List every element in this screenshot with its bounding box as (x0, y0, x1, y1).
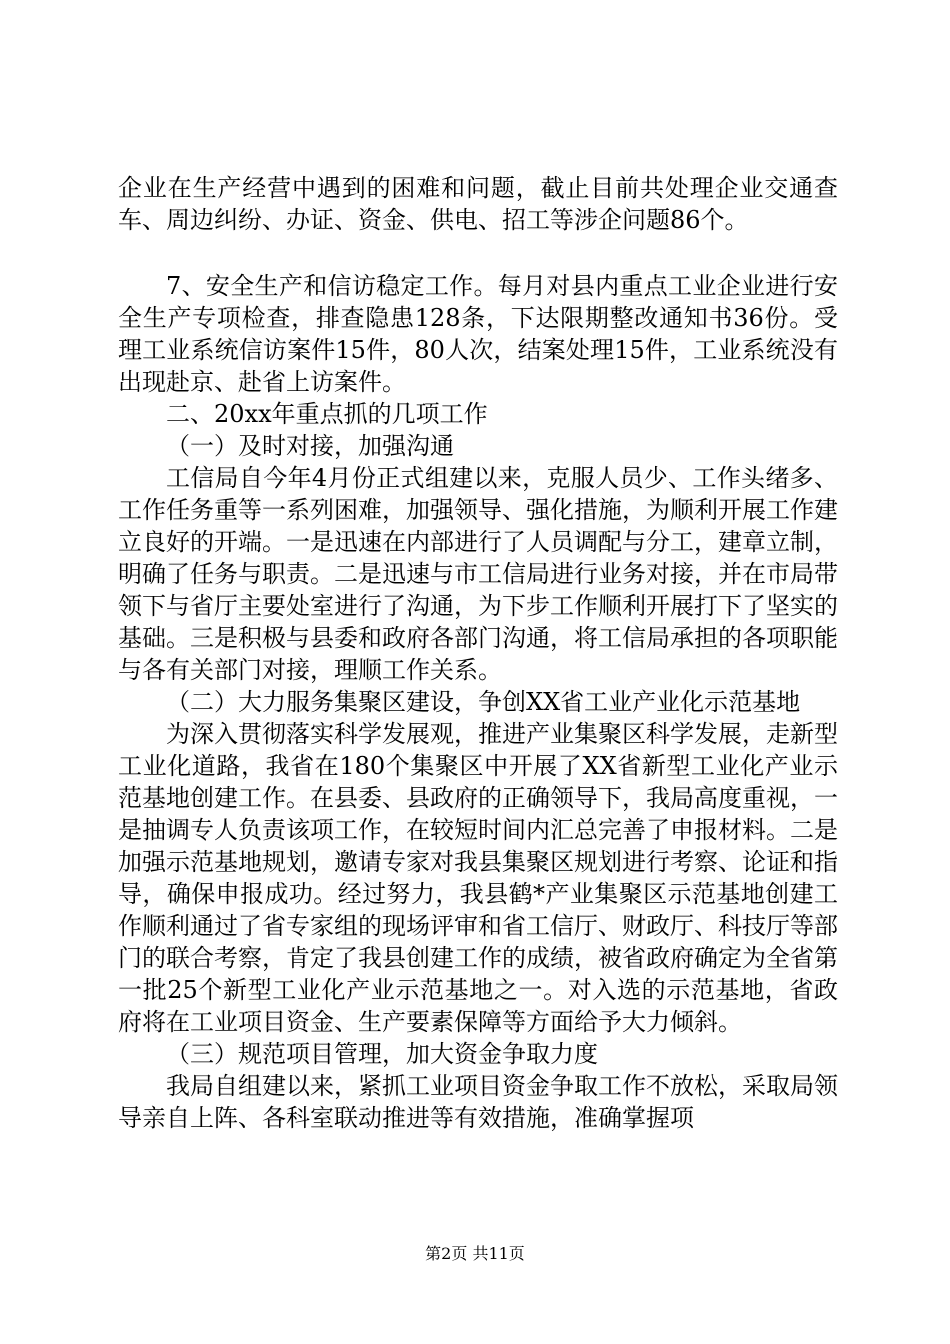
paragraph-demonstration-base: 为深入贯彻落实科学发展观，推进产业集聚区科学发展，走新型工业化道路，我省在180个集聚区中开展了XX省新型工业化产业示范基地创建工作。在县委、县政府的正确领导下，我局高度重视，一是抽调专人负责该项工作，在较短时间内汇总完善了申报材料。二是加强示范基地规划，邀请专家对我县集聚区规划进行考察、论证和指导，确保申报成功。经过努力，我县鹤*产业集聚区示范基地创建工作顺利通过了省专家组的现场评审和省工信厅、财政厅、科技厅等部门的联合考察，肯定了我县创建工作的成绩，被省政府确定为全省第一批25个新型工业化产业示范基地之一。对入选的示范基地，省政府将在工业项目资金、生产要素保障等方面给予大力倾斜。 (118, 720, 838, 1036)
paragraph-continuation: 企业在生产经营中遇到的困难和问题，截止目前共处理企业交通查车、周边纠纷、办证、资金、供电、招工等涉企问题86个。 (118, 174, 838, 234)
paragraph-funding: 我局自组建以来，紧抓工业项目资金争取工作不放松，采取局领导亲自上阵、各科室联动推进等有效措施，准确掌握项 (118, 1072, 838, 1132)
page-number-footer: 第2页 共11页 (425, 1244, 525, 1263)
subheading-cluster-zone: （二）大力服务集聚区建设，争创XX省工业产业化示范基地 (166, 688, 801, 716)
paragraph-bureau-formation: 工信局自今年4月份正式组建以来，克服人员少、工作头绪多、工作任务重等一系列困难，加强领导、强化措施，为顺利开展工作建立良好的开端。一是迅速在内部进行了人员调配与分工，建章立制，明确了任务与职责。二是迅速与市工信局进行业务对接，并在市局带领下与省厅主要处室进行了沟通，为下步工作顺利开展打下了坚实的基础。三是积极与县委和政府各部门沟通，将工信局承担的各项职能与各有关部门对接，理顺工作关系。 (118, 464, 838, 684)
paragraph-gap (118, 236, 838, 270)
paragraph-safety-production: 7、安全生产和信访稳定工作。每月对县内重点工业企业进行安全生产专项检查，排查隐患128条，下达限期整改通知书36份。受理工业系统信访案件15件，80人次，结案处理15件，工业系统没有出现赴京、赴省上访案件。 (118, 272, 838, 396)
section-heading-key-work: 二、20xx年重点抓的几项工作 (166, 400, 488, 428)
subheading-timely-docking: （一）及时对接，加强沟通 (166, 432, 454, 460)
subheading-project-management: （三）规范项目管理，加大资金争取力度 (166, 1040, 598, 1068)
document-body (118, 172, 838, 1134)
